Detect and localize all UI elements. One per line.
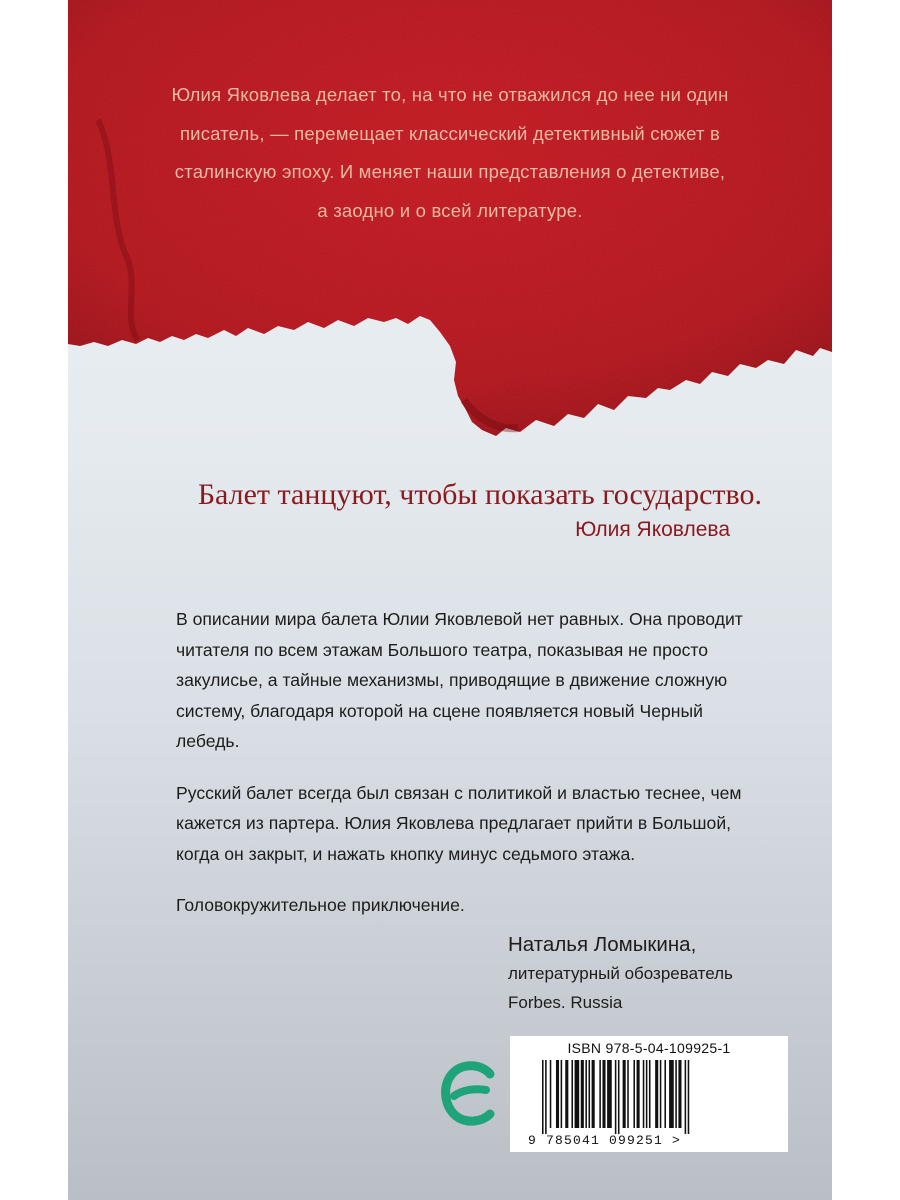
barcode-bar	[571, 1060, 573, 1128]
reviewer-signature	[508, 930, 808, 1017]
barcode-bar	[561, 1060, 563, 1128]
blurb-line: сталинскую эпоху. И меняет наши представления о детективе,	[174, 161, 726, 182]
barcode-bar	[589, 1060, 591, 1128]
blurb-line: писатель, — перемещает классический детективный сюжет в	[179, 122, 721, 144]
barcode-bar	[599, 1060, 601, 1128]
review-paragraph: В описании мира балета Юлии Яковлевой нет равных. Она проводит читателя по всем этажам Большого театра, показывая не просто закулисье, а тайные механизмы, приводящие в движение сложную систему, благодаря которой на сцене появляется новый Черный лебедь.	[176, 609, 743, 751]
barcode-bar	[556, 1060, 559, 1128]
epigraph-quote: Балет танцуют, чтобы показать государство.	[197, 478, 762, 511]
reviewer-publication: Forbes. Russia	[508, 993, 623, 1012]
isbn-barcode	[510, 1036, 788, 1152]
barcode-bar	[643, 1060, 645, 1128]
barcode-bar	[542, 1060, 544, 1134]
author-praise-blurb	[98, 76, 802, 230]
barcode-bar	[669, 1060, 674, 1128]
book-back-cover	[68, 0, 832, 1200]
barcode-bar	[627, 1060, 629, 1128]
barcode-bar	[602, 1060, 605, 1128]
barcode-bar	[575, 1060, 580, 1128]
reviewer-name: Наталья Ломыкина,	[508, 933, 697, 956]
barcode-bar	[550, 1060, 552, 1128]
barcode-bar	[649, 1060, 651, 1128]
barcode-bar	[581, 1060, 584, 1128]
blurb-line: Юлия Яковлева делает то, на что не отважился до нее ни один	[171, 84, 729, 105]
barcode-bar	[623, 1060, 626, 1128]
review-paragraph: Русский балет всегда был связан с политикой и властью теснее, чем кажется из партера. Юлия Яковлева предлагает прийти в Большой, когда он закрыт, и нажать кнопку минус седьмого этажа.	[176, 782, 742, 864]
isbn-number: ISBN 978-5-04-109925-1	[567, 1040, 731, 1056]
barcode-bar	[675, 1060, 677, 1128]
barcode-bar	[565, 1060, 568, 1128]
reviewer-role: литературный обозреватель	[508, 964, 733, 983]
red-ink-background	[68, 0, 832, 470]
barcode-bar	[585, 1060, 587, 1128]
barcode-bar	[660, 1060, 662, 1128]
blurb-line: а заодно и о всей литературе.	[317, 199, 583, 221]
review-paragraph: Головокружительное приключение.	[176, 895, 465, 915]
barcode-bar	[615, 1060, 617, 1134]
barcode-bar	[607, 1060, 612, 1128]
epigraph-author: Юлия Яковлева	[575, 518, 730, 541]
barcode-bar	[685, 1060, 687, 1134]
barcode-bar	[688, 1060, 690, 1134]
review-text	[176, 604, 760, 942]
barcode-bar	[618, 1060, 620, 1134]
barcode-bar	[592, 1060, 595, 1128]
barcode-bar	[633, 1060, 635, 1128]
barcode-bar	[646, 1060, 648, 1128]
eksmo-logo-icon	[440, 1060, 502, 1126]
barcode-bar	[678, 1060, 681, 1128]
barcode-bar	[637, 1060, 640, 1128]
barcode-bars	[542, 1060, 760, 1134]
barcode-bar	[664, 1060, 666, 1128]
barcode-bar	[655, 1060, 658, 1128]
barcode-digits: 9 785041 099251 >	[528, 1133, 682, 1148]
barcode-bar	[545, 1060, 547, 1134]
